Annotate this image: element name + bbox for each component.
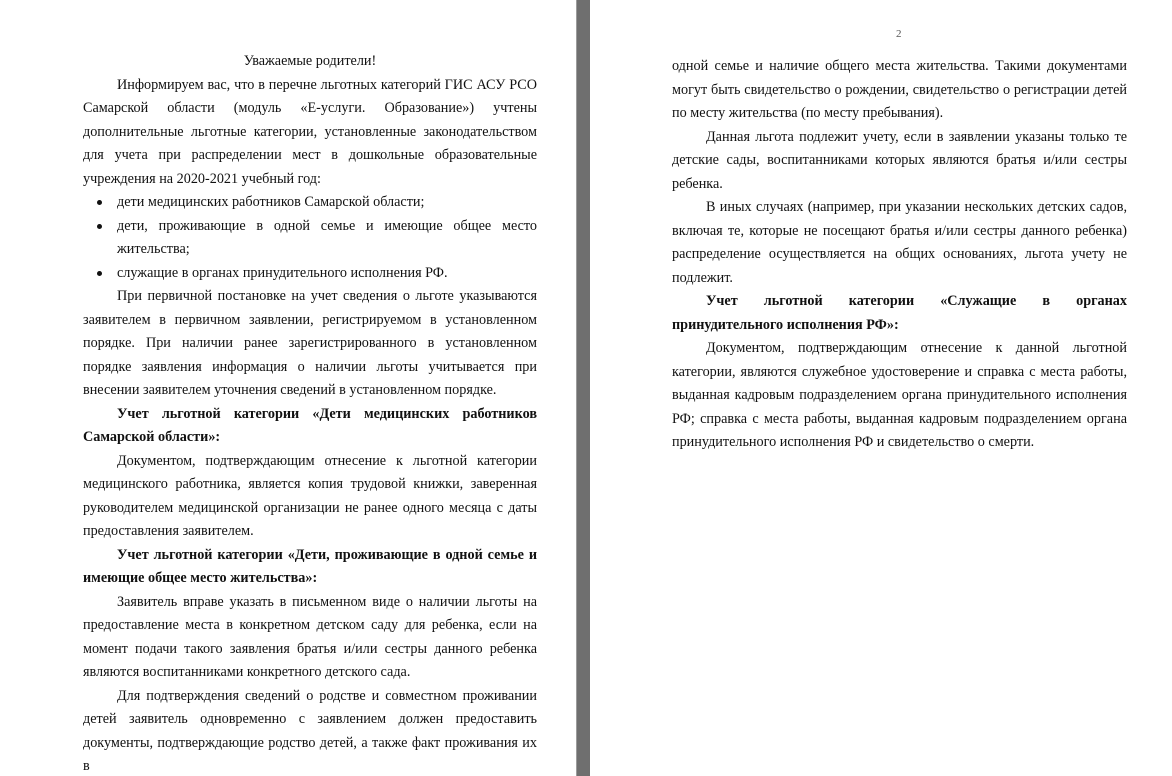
- document-page-1: [0, 0, 576, 776]
- page-2-body: [672, 55, 1127, 455]
- page-1-body: [83, 50, 537, 776]
- bullet-icon: [97, 271, 102, 276]
- registration-paragraph: При первичной постановке на учет сведения о льготе указываются заявителем в первичном заявлении, регистрируемом в установленном порядке. При наличии ранее зарегистрированного в установленном порядке заявления информация о наличии льготы учитывается при внесении заявителем уточнения сведений в установленном порядке.: [83, 288, 537, 398]
- page-separator: [576, 0, 590, 776]
- continuation-paragraph: одной семье и наличие общего места жительства. Такими документами могут быть свидетельство о рождении, свидетельство о регистрации детей по месту жительства (по месту пребывания).: [672, 58, 1127, 121]
- other-cases-paragraph: В иных случаях (например, при указании нескольких детских садов, включая те, которые не посещают братья и/или сестры данного ребенка) распределение осуществляется на общих основаниях, льгота учету не подлежит.: [672, 199, 1127, 286]
- heading-enforcement: Учет льготной категории «Служащие в органах принудительного исполнения РФ»:: [672, 293, 1127, 333]
- family-paragraph-1: Заявитель вправе указать в письменном виде о наличии льготы на предоставление места в конкретном детском саду для ребенка, если на момент подачи такого заявления братья и/или сестры данного ребенка являются воспитанниками конкретного детского сада.: [83, 593, 537, 680]
- family-paragraph-2: Для подтверждения сведений о родстве и совместном проживании детей заявитель одновременно с заявлением должен предоставить документы, подтверждающие родство детей, а также факт проживания их в: [83, 687, 537, 774]
- benefit-categories-list: [83, 191, 537, 285]
- heading-family: Учет льготной категории «Дети, проживающие в одной семье и имеющие общее место жительства»:: [83, 546, 537, 586]
- list-item: [83, 191, 537, 215]
- list-item: [83, 215, 537, 262]
- list-item-text: служащие в органах принудительного исполнения РФ.: [117, 264, 448, 281]
- heading-medical-workers: Учет льготной категории «Дети медицинских работников Самарской области»:: [83, 405, 537, 445]
- list-item-text: дети медицинских работников Самарской области;: [117, 194, 425, 210]
- intro-paragraph: Информируем вас, что в перечне льготных категорий ГИС АСУ РСО Самарской области (модуль «Е-услуги. Образование») учтены дополнительные льготные категории, установленные законодательством для учета при распределении мест в дошкольные образовательные учреждения на 2020-2021 учебный год:: [83, 76, 537, 187]
- bullet-icon: [97, 200, 102, 205]
- document-title: Уважаемые родители!: [243, 53, 377, 69]
- page-number: 2: [896, 28, 902, 40]
- condition-paragraph: Данная льгота подлежит учету, если в заявлении указаны только те детские сады, воспитанниками которых являются братья и/или сестры ребенка.: [672, 128, 1127, 192]
- list-item: [83, 262, 537, 286]
- medical-paragraph: Документом, подтверждающим отнесение к льготной категории медицинского работника, является копия трудовой книжки, заверенная руководителем медицинской организации не ранее одного месяца с даты предоставления заявителем.: [83, 452, 537, 539]
- bullet-icon: [97, 224, 102, 229]
- enforcement-paragraph: Документом, подтверждающим отнесение к данной льготной категории, являются служебное удостоверение и справка с места работы, выданная кадровым подразделением органа принудительного исполнения РФ; справка с места работы, выданная кадровым подразделением органа принудительного исполнения РФ и свидетельство о смерти.: [672, 340, 1127, 450]
- list-item-text: дети, проживающие в одной семье и имеющие общее место жительства;: [117, 217, 537, 257]
- document-page-2: [590, 0, 1172, 776]
